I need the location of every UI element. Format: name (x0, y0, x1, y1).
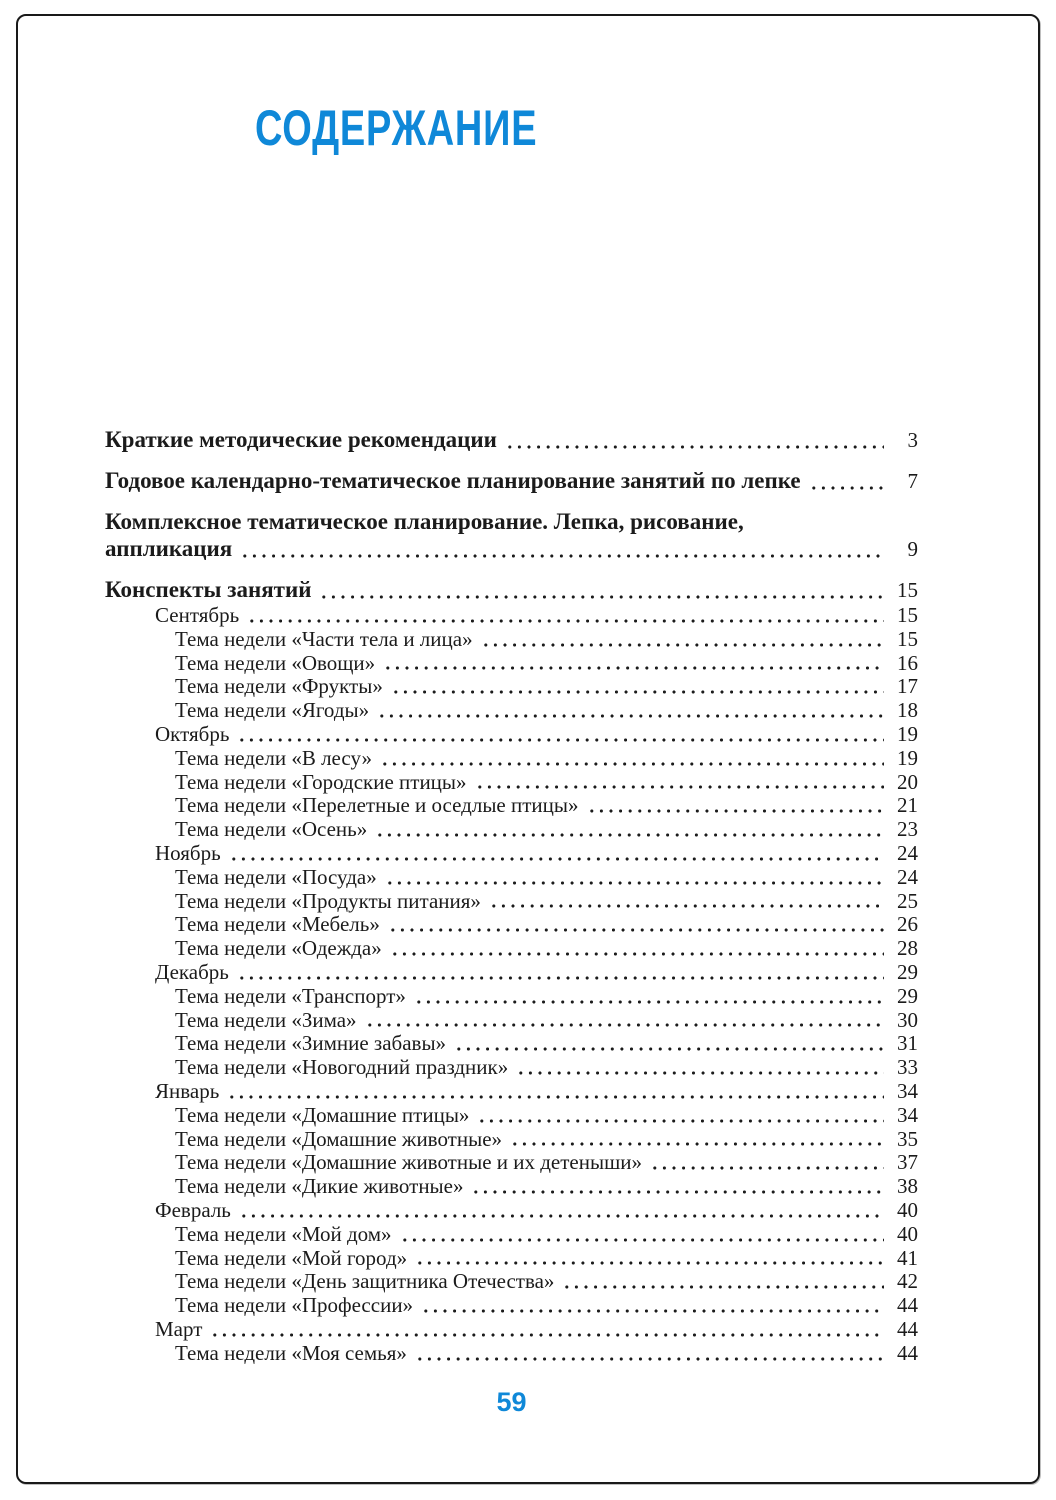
dot-leader (375, 832, 884, 838)
toc-entry-label: Тема недели «Зимние забавы» (175, 1031, 447, 1056)
toc-entry-label: Тема недели «Части тела и лица» (175, 626, 473, 651)
toc-entry-label: Тема недели «Домашние животные» (175, 1126, 503, 1151)
toc-entry (105, 1128, 918, 1152)
toc-entry-label: Тема недели «Ягоды» (175, 698, 370, 723)
toc-entry (105, 723, 918, 747)
toc-entry (105, 771, 918, 795)
toc-entry-label: Ноябрь (155, 840, 221, 865)
toc-entry (105, 699, 918, 723)
toc-entry-page: 16 (897, 650, 918, 675)
toc-entry-label: Тема недели «Зима» (175, 1007, 357, 1032)
toc-entry-page: 17 (897, 674, 918, 699)
toc-entry-page: 15 (897, 578, 918, 602)
dot-leader (237, 737, 884, 743)
toc-entry-page: 18 (897, 698, 918, 723)
dot-leader (650, 1165, 884, 1171)
toc-entry-page: 24 (897, 864, 918, 889)
dot-leader (489, 903, 884, 909)
toc-entry (105, 1294, 918, 1318)
toc-entry-label: Тема недели «Посуда» (175, 864, 377, 889)
toc-entry (105, 508, 918, 563)
toc-entry (105, 1199, 918, 1223)
toc-entry (105, 937, 918, 961)
toc-entry-label: Тема недели «Продукты питания» (175, 888, 481, 913)
dot-leader (415, 1260, 884, 1266)
dot-leader (385, 880, 884, 886)
toc-entry (105, 675, 918, 699)
toc-entry-label: Тема недели «В лесу» (175, 745, 372, 770)
toc-entry (105, 1009, 918, 1033)
toc-entry (105, 818, 918, 842)
toc-entry-page: 26 (897, 912, 918, 937)
toc-entry-page: 34 (897, 1078, 918, 1103)
toc-entry-label: Тема недели «Мой дом» (175, 1221, 392, 1246)
footer-page-number: 59 (496, 1387, 527, 1417)
dot-leader (383, 665, 884, 671)
toc-entry-label: Тема недели «Осень» (175, 817, 368, 842)
toc-entry-label: Сентябрь (155, 603, 240, 627)
dot-leader (365, 1022, 884, 1028)
toc-entry-label: аппликация (105, 536, 233, 561)
toc-entry-page: 28 (897, 936, 918, 961)
toc-entry-page: 41 (897, 1245, 918, 1270)
toc-entry (105, 1104, 918, 1128)
toc-entry (105, 1270, 918, 1294)
toc-entry-page: 23 (897, 817, 918, 842)
toc-entry-label: Тема недели «Моя семья» (175, 1340, 407, 1365)
dot-leader (400, 1237, 884, 1243)
toc-entry (105, 842, 918, 866)
dot-leader (391, 689, 884, 695)
toc-entry (105, 747, 918, 771)
toc-entry-page: 19 (897, 745, 918, 770)
toc-entry-label: Январь (155, 1078, 220, 1103)
dot-leader (477, 1118, 884, 1124)
toc-entry-page: 15 (897, 626, 918, 651)
toc-entry-page: 34 (897, 1102, 918, 1127)
dot-leader (240, 553, 884, 559)
toc-entry (105, 1032, 918, 1056)
toc-entry-label: Годовое календарно-тематическое планирование занятий по лепке (105, 468, 801, 493)
toc-entry-page: 38 (897, 1174, 918, 1199)
dot-leader (239, 1213, 884, 1219)
dot-leader (227, 1094, 884, 1100)
toc-entry-label: Тема недели «Фрукты» (175, 674, 383, 699)
toc-entry-page: 29 (897, 959, 918, 984)
toc-entry-page: 31 (897, 1031, 918, 1056)
toc-entry-label: Тема недели «Новогодний праздник» (175, 1055, 509, 1080)
dot-leader (388, 927, 884, 933)
toc-entry-line: Комплексное тематическое планирование. Лепка, рисование, (105, 509, 744, 534)
toc-entry-line (105, 535, 918, 563)
dot-leader (516, 1070, 884, 1076)
dot-leader (454, 1046, 884, 1052)
toc-entry-label: Декабрь (155, 959, 229, 984)
toc-entry-page: 33 (897, 1055, 918, 1080)
dot-leader (809, 485, 884, 491)
toc-entry-label: Февраль (155, 1197, 231, 1222)
toc-entry (105, 628, 918, 652)
dot-leader (421, 1308, 884, 1314)
dot-leader (475, 784, 884, 790)
dot-leader (210, 1332, 884, 1338)
toc-entry-label: Тема недели «Домашние птицы» (175, 1102, 470, 1127)
toc-entry (105, 576, 918, 604)
toc-entry-page: 44 (897, 1340, 918, 1365)
toc-entry-page: 24 (897, 840, 918, 865)
toc-entry (105, 961, 918, 985)
page-title: СОДЕРЖАНИЕ (255, 100, 538, 156)
toc-entry-label: Тема недели «Овощи» (175, 650, 376, 675)
toc-entry-page: 15 (897, 603, 918, 627)
toc-entry-label: Тема недели «Перелетные и оседлые птицы» (175, 793, 579, 818)
toc-entry-label: Тема недели «Домашние животные и их детеныши» (175, 1150, 643, 1175)
toc-entry (105, 1080, 918, 1104)
toc-entry-page: 40 (897, 1221, 918, 1246)
toc-entry (105, 1223, 918, 1247)
toc-entry-page: 25 (897, 888, 918, 913)
dot-leader (380, 761, 884, 767)
toc-entry-label: Тема недели «Мой город» (175, 1245, 408, 1270)
toc-entry-page: 3 (907, 428, 918, 452)
toc-entry-page: 7 (907, 469, 918, 493)
toc-entry-page: 42 (897, 1269, 918, 1294)
toc-entry-label: Тема недели «Транспорт» (175, 983, 406, 1008)
toc-entry-label: Краткие методические рекомендации (105, 427, 497, 452)
toc-entry-page: 35 (897, 1126, 918, 1151)
toc-entry-label: Тема недели «Одежда» (175, 936, 382, 961)
toc-list (105, 426, 918, 1366)
dot-leader (587, 808, 884, 814)
dot-leader (481, 642, 884, 648)
toc-entry (105, 1056, 918, 1080)
toc-entry (105, 467, 918, 495)
toc-entry (105, 1318, 918, 1342)
dot-leader (471, 1189, 884, 1195)
toc-entry (105, 426, 918, 454)
toc-entry (105, 1342, 918, 1366)
dot-leader (414, 999, 884, 1005)
dot-leader (319, 594, 884, 600)
dot-leader (377, 713, 884, 719)
toc-entry-label: Конспекты занятий (105, 577, 312, 602)
toc-entry-page: 9 (907, 537, 918, 561)
toc-entry-label: Октябрь (155, 721, 230, 746)
toc-entry-label: Тема недели «Мебель» (175, 912, 380, 937)
toc-entry (105, 604, 918, 628)
toc-entry (105, 913, 918, 937)
toc-entry-label: Тема недели «Городские птицы» (175, 769, 467, 794)
toc-entry (105, 1175, 918, 1199)
toc-entry-page: 40 (897, 1197, 918, 1222)
toc-entry-label: Тема недели «День защитника Отечества» (175, 1269, 555, 1294)
dot-leader (229, 856, 884, 862)
toc-entry-label: Тема недели «Профессии» (175, 1293, 414, 1318)
toc-entry-page: 20 (897, 769, 918, 794)
toc-entry-page: 37 (897, 1150, 918, 1175)
toc-entry-page: 44 (897, 1316, 918, 1341)
dot-leader (390, 951, 884, 957)
dot-leader (505, 444, 884, 450)
toc-entry-page: 29 (897, 983, 918, 1008)
dot-leader (562, 1284, 884, 1290)
toc-entry-page: 44 (897, 1293, 918, 1318)
toc-entry-label: Март (155, 1316, 203, 1341)
toc-entry (105, 1247, 918, 1271)
dot-leader (237, 975, 884, 981)
dot-leader (247, 618, 884, 624)
toc-entry (105, 652, 918, 676)
toc-entry-label: Тема недели «Дикие животные» (175, 1174, 464, 1199)
toc-entry (105, 1151, 918, 1175)
toc-entry-page: 19 (897, 721, 918, 746)
toc-entry-page: 30 (897, 1007, 918, 1032)
toc-entry (105, 794, 918, 818)
toc-entry (105, 890, 918, 914)
toc-entry-page: 21 (897, 793, 918, 818)
toc-entry (105, 985, 918, 1009)
dot-leader (510, 1141, 884, 1147)
dot-leader (415, 1356, 884, 1362)
toc-entry (105, 866, 918, 890)
